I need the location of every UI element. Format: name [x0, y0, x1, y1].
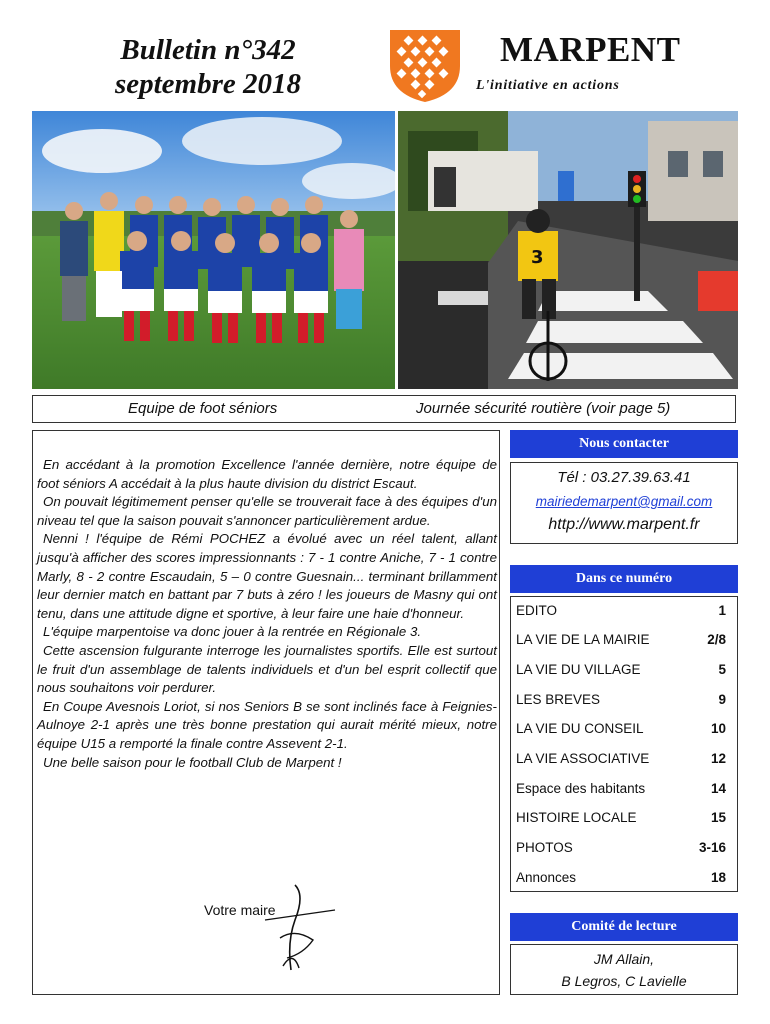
toc-item-label: EDITO [516, 603, 558, 618]
toc-item-page: 15 [710, 810, 726, 825]
contact-heading: Nous contacter [510, 430, 738, 458]
town-tagline: L'initiative en actions [476, 78, 620, 93]
toc-item-page: 5 [718, 662, 726, 677]
bulletin-date: septembre 2018 [114, 68, 302, 100]
editorial-paragraph: En accédant à la promotion Excellence l'année dernière, notre équipe de foot séniors A accédait à la plus haute division du district Escaut. [37, 457, 497, 491]
toc-item-label: HISTOIRE LOCALE [516, 810, 637, 825]
comite-heading: Comité de lecture [510, 913, 738, 941]
editorial-text [37, 456, 497, 772]
toc-item-page: 3-16 [698, 840, 726, 855]
bulletin-title: Bulletin n°342 [120, 34, 296, 66]
toc-item-label: LA VIE DU VILLAGE [516, 662, 641, 677]
toc-item-label: LA VIE DU CONSEIL [516, 721, 644, 736]
football-team-photo [32, 111, 395, 389]
comite-names-line1: JM Allain, [593, 951, 655, 967]
toc-item-page: 9 [718, 692, 726, 707]
phone-number: Tél : 03.27.39.63.41 [557, 469, 691, 486]
editorial-paragraph: Nenni ! l'équipe de Rémi POCHEZ a évolué avec un réel talent, allant jusqu'à afficher des scores impressionnants : 7 - 1 contre Aniche, 7 - 1 contre Marly, 8 - 2 contre Escaudain, 5 – 0 contre Guesnain... terminant brillamment leur dernier match en battant par 7 buts à zéro ! les joueurs de Masny qui ont tenu, dans une attitude digne et sportive, à leur faire une haie d'honneur. [37, 531, 497, 621]
editorial-paragraph: Une belle saison pour le football Club de Marpent ! [43, 754, 342, 770]
toc-item-label: Annonces [516, 870, 577, 885]
comite-names-line2: B Legros, C Lavielle [561, 973, 687, 989]
photo-caption-right: Journée sécurité routière (voir page 5) [416, 400, 671, 417]
toc-item-page: 10 [710, 721, 726, 736]
toc-item-label: LA VIE DE LA MAIRIE [516, 632, 650, 647]
toc-item-page: 14 [710, 781, 726, 796]
toc-item-page: 1 [718, 603, 726, 618]
toc-item-page: 2/8 [707, 632, 726, 647]
town-name: MARPENT [500, 30, 681, 69]
road-safety-day-photo [398, 111, 738, 389]
marpent-shield-logo [388, 28, 462, 104]
toc-item-label: Espace des habitants [516, 781, 646, 796]
website-link[interactable]: http://www.marpent.fr [548, 516, 700, 533]
toc-item-page: 18 [710, 870, 726, 885]
editorial-paragraph: L'équipe marpentoise va donc jouer à la rentrée en Régionale 3. [43, 624, 422, 640]
svg-text:3: 3 [531, 247, 544, 268]
signature-label: Votre maire [204, 902, 276, 918]
editorial-paragraph: En Coupe Avesnois Loriot, si nos Seniors B se sont inclinés face à Feignies-Aulnoye 2-1 après une très bonne prestation qui aurait mérité mieux, notre équipe U15 a remporté la finale contre Assevent 2-1. [37, 698, 497, 751]
toc-item-page: 12 [710, 751, 726, 766]
editorial-paragraph: Cette ascension fulgurante interroge les journalistes sportifs. Elle est surtout le fruit d'un assemblage de talents individuels et d'un bel esprit collectif que nous souhaitons voir perdurer. [37, 642, 497, 696]
toc-heading: Dans ce numéro [510, 565, 738, 593]
photo-caption-left: Equipe de foot séniors [128, 400, 278, 417]
editorial-paragraph: On pouvait légitimement penser qu'elle se trouverait face à des équipes d'un niveau tel que la saison pouvait s'annoncer particulièrement ardue. [37, 494, 497, 528]
toc-item-label: LES BREVES [516, 692, 601, 707]
mayor-signature [195, 880, 345, 980]
toc-item-label: PHOTOS [516, 840, 573, 855]
email-link[interactable]: mairiedemarpent@gmail.com [535, 494, 713, 509]
toc-item-label: LA VIE ASSOCIATIVE [516, 751, 650, 766]
